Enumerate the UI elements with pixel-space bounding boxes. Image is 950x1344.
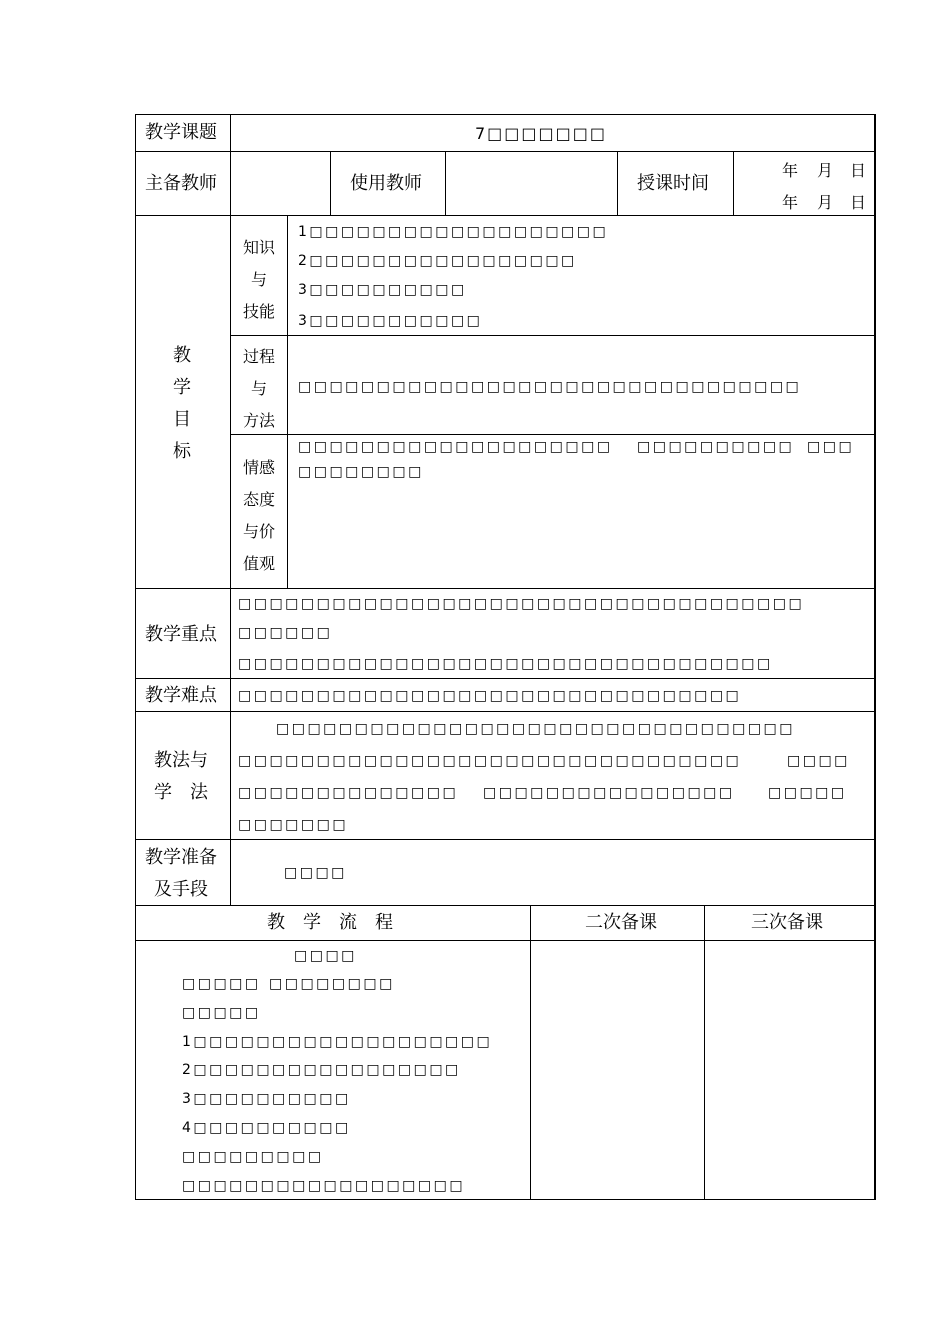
emotion-line: □□□□□□□□ (298, 464, 424, 480)
flow-line: □□□□□ (182, 1005, 261, 1021)
year-label: 年 (782, 161, 799, 180)
process-label-line: 过程 (243, 347, 276, 366)
flow-line: □□□□□□□□□ (182, 1149, 324, 1165)
process-content: □□□□□□□□□□□□□□□□□□□□□□□□□□□□□□□□ (298, 379, 802, 395)
keypoints-line: □□□□□□ (238, 625, 333, 641)
flow-line: □□□□ (294, 948, 357, 964)
day-label: 日 (850, 193, 867, 212)
main-teacher-label: 主备教师 (145, 173, 217, 194)
emotion-label-line: 情感 (243, 458, 276, 477)
goals-label-char: 标 (173, 441, 191, 462)
process-label-line: 方法 (243, 411, 276, 430)
year-label: 年 (782, 193, 799, 212)
flow-line: 4□□□□□□□□□□ (182, 1120, 351, 1136)
day-label: 日 (850, 161, 867, 180)
methods-line: □□□□□□□□□□□□□□□□□□□□□□□□□□□□□□□□□ (276, 721, 796, 737)
emotion-label-line: 态度 (243, 490, 276, 509)
methods-label-line: 教法与 (154, 750, 208, 771)
emotion-label-line: 与价 (243, 522, 276, 541)
emotion-line: □□□□□□□□□□ (637, 439, 795, 455)
flow-line: □□□□□ (182, 976, 261, 992)
keypoints-line: □□□□□□□□□□□□□□□□□□□□□□□□□□□□□□□□□□□□ (238, 596, 805, 612)
difficulty-label: 教学难点 (145, 685, 217, 706)
second-prep-header: 二次备课 (585, 912, 657, 933)
keypoints-line: □□□□□□□□□□□□□□□□□□□□□□□□□□□□□□□□□□ (238, 656, 773, 672)
flow-line: 3□□□□□□□□□□ (182, 1091, 351, 1107)
methods-line: □□□□□□□□□□□□□□□□□□□□□□□□□□□□□□□□ (238, 753, 742, 769)
methods-line: □□□□□□□□□□□□□□□□ (483, 785, 735, 801)
topic-label: 教学课题 (145, 122, 217, 143)
topic-value: 7□□□□□□□ (475, 124, 607, 143)
flow-line: 1□□□□□□□□□□□□□□□□□□□ (182, 1034, 493, 1050)
knowledge-label-line: 与 (251, 270, 268, 289)
prep-label-line: 教学准备 (145, 847, 217, 868)
emotion-line: □□□ (807, 439, 855, 455)
prep-content: □□□□ (284, 865, 347, 881)
knowledge-line: 1□□□□□□□□□□□□□□□□□□□ (298, 224, 609, 240)
methods-line: □□□□□ (768, 785, 847, 801)
knowledge-label-line: 知识 (243, 238, 276, 257)
month-label: 月 (817, 193, 834, 212)
process-label-line: 与 (251, 379, 268, 398)
flow-line: □□□□□□□□□□□□□□□□□□ (182, 1178, 466, 1194)
emotion-label-line: 值观 (243, 554, 276, 573)
methods-line: □□□□ (787, 753, 850, 769)
goals-label-char: 学 (173, 377, 191, 398)
methods-line: □□□□□□□□□□□□□□ (238, 785, 459, 801)
knowledge-line: 3□□□□□□□□□□□ (298, 313, 483, 329)
knowledge-label-line: 技能 (243, 302, 276, 321)
difficulty-content: □□□□□□□□□□□□□□□□□□□□□□□□□□□□□□□□ (238, 688, 742, 704)
prep-label-line: 及手段 (154, 879, 208, 900)
flow-line: 2□□□□□□□□□□□□□□□□□ (182, 1062, 461, 1078)
use-teacher-label: 使用教师 (350, 173, 422, 194)
flow-line: □□□□□□□□ (269, 976, 395, 992)
knowledge-line: 2□□□□□□□□□□□□□□□□□ (298, 253, 577, 269)
knowledge-line: 3□□□□□□□□□□ (298, 282, 467, 298)
class-time-label: 授课时间 (637, 173, 709, 194)
goals-label-char: 目 (173, 409, 191, 430)
month-label: 月 (817, 161, 834, 180)
flow-header: 教 学 流 程 (267, 912, 393, 933)
methods-line: □□□□□□□ (238, 817, 349, 833)
methods-label-line: 学 法 (154, 782, 208, 803)
emotion-line: □□□□□□□□□□□□□□□□□□□□ (298, 439, 613, 455)
goals-label-char: 教 (173, 345, 191, 366)
third-prep-header: 三次备课 (751, 912, 823, 933)
keypoints-label: 教学重点 (145, 624, 217, 645)
